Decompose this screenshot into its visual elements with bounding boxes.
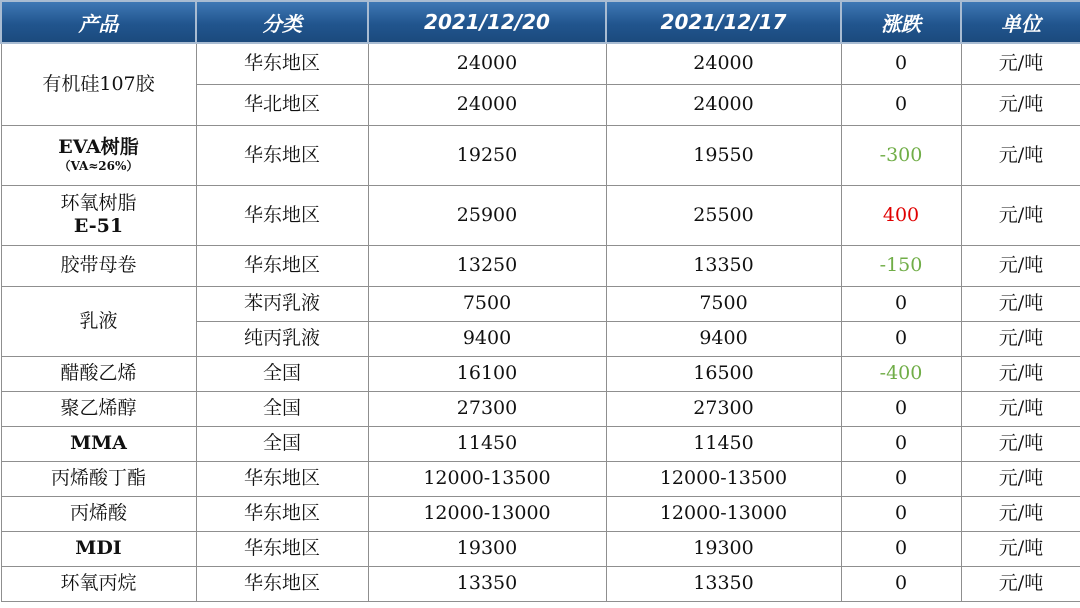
unit-cell: 元/吨 — [961, 43, 1080, 84]
price-cell: 19550 — [606, 125, 841, 185]
table-row — [1, 391, 1080, 426]
change-cell: -150 — [841, 245, 961, 286]
product-cell — [1, 125, 196, 185]
product-spec: （VA≈26%） — [58, 158, 139, 173]
product-cell: 醋酸乙烯 — [1, 356, 196, 391]
table-row — [1, 566, 1080, 601]
product-cell: 乳液 — [1, 286, 196, 356]
product-name: 环氧树脂 — [60, 192, 137, 215]
category-cell: 华东地区 — [196, 185, 368, 245]
unit-cell: 元/吨 — [961, 185, 1080, 245]
change-cell: 0 — [841, 531, 961, 566]
category-cell: 华东地区 — [196, 566, 368, 601]
price-cell: 12000-13000 — [606, 496, 841, 531]
change-cell: 0 — [841, 461, 961, 496]
category-cell: 华东地区 — [196, 125, 368, 185]
price-cell: 11450 — [368, 426, 606, 461]
change-cell: 0 — [841, 84, 961, 125]
price-cell: 24000 — [606, 43, 841, 84]
table-row — [1, 185, 1080, 245]
unit-cell: 元/吨 — [961, 245, 1080, 286]
change-cell: 0 — [841, 496, 961, 531]
unit-cell: 元/吨 — [961, 286, 1080, 321]
unit-cell: 元/吨 — [961, 566, 1080, 601]
product-spec: E-51 — [73, 215, 124, 237]
table-row — [1, 356, 1080, 391]
price-cell: 9400 — [368, 321, 606, 356]
table-row — [1, 245, 1080, 286]
category-cell: 苯丙乳液 — [196, 286, 368, 321]
product-cell: 胶带母卷 — [1, 245, 196, 286]
product-cell: 丙烯酸丁酯 — [1, 461, 196, 496]
table-row — [1, 125, 1080, 185]
price-cell: 19300 — [606, 531, 841, 566]
category-cell: 全国 — [196, 391, 368, 426]
price-cell: 12000-13500 — [368, 461, 606, 496]
header-product: 产品 — [1, 1, 196, 43]
product-cell: 丙烯酸 — [1, 496, 196, 531]
product-cell: MMA — [1, 426, 196, 461]
unit-cell: 元/吨 — [961, 84, 1080, 125]
price-cell: 19250 — [368, 125, 606, 185]
table-row — [1, 531, 1080, 566]
unit-cell: 元/吨 — [961, 125, 1080, 185]
price-cell: 16500 — [606, 356, 841, 391]
table-row — [1, 426, 1080, 461]
category-cell: 全国 — [196, 426, 368, 461]
price-cell: 13350 — [606, 245, 841, 286]
unit-cell: 元/吨 — [961, 496, 1080, 531]
change-cell: 0 — [841, 286, 961, 321]
price-cell: 27300 — [368, 391, 606, 426]
change-cell: 0 — [841, 321, 961, 356]
price-cell: 13350 — [368, 566, 606, 601]
category-cell: 纯丙乳液 — [196, 321, 368, 356]
unit-cell: 元/吨 — [961, 531, 1080, 566]
category-cell: 华东地区 — [196, 461, 368, 496]
change-cell: -400 — [841, 356, 961, 391]
table-row — [1, 461, 1080, 496]
price-cell: 7500 — [606, 286, 841, 321]
change-cell: 0 — [841, 391, 961, 426]
product-cell: MDI — [1, 531, 196, 566]
product-cell — [1, 185, 196, 245]
category-cell: 全国 — [196, 356, 368, 391]
unit-cell: 元/吨 — [961, 461, 1080, 496]
change-cell: -300 — [841, 125, 961, 185]
category-cell: 华东地区 — [196, 531, 368, 566]
header-change: 涨跌 — [841, 1, 961, 43]
header-row — [1, 1, 1080, 43]
price-cell: 25900 — [368, 185, 606, 245]
table-row — [1, 43, 1080, 84]
price-cell: 24000 — [368, 84, 606, 125]
change-cell: 0 — [841, 43, 961, 84]
price-cell: 19300 — [368, 531, 606, 566]
price-cell: 27300 — [606, 391, 841, 426]
price-cell: 16100 — [368, 356, 606, 391]
category-cell: 华东地区 — [196, 43, 368, 84]
product-cell: 聚乙烯醇 — [1, 391, 196, 426]
product-cell: 有机硅107胶 — [1, 43, 196, 125]
price-cell: 13250 — [368, 245, 606, 286]
header-category: 分类 — [196, 1, 368, 43]
unit-cell: 元/吨 — [961, 426, 1080, 461]
unit-cell: 元/吨 — [961, 356, 1080, 391]
table-row — [1, 496, 1080, 531]
unit-cell: 元/吨 — [961, 391, 1080, 426]
price-cell: 24000 — [368, 43, 606, 84]
header-date-2: 2021/12/17 — [606, 1, 841, 43]
price-cell: 24000 — [606, 84, 841, 125]
category-cell: 华东地区 — [196, 245, 368, 286]
price-cell: 9400 — [606, 321, 841, 356]
price-cell: 12000-13500 — [606, 461, 841, 496]
price-cell: 11450 — [606, 426, 841, 461]
table-row — [1, 286, 1080, 321]
category-cell: 华东地区 — [196, 496, 368, 531]
product-name: EVA树脂 — [58, 135, 139, 158]
unit-cell: 元/吨 — [961, 321, 1080, 356]
price-cell: 13350 — [606, 566, 841, 601]
price-cell: 12000-13000 — [368, 496, 606, 531]
price-cell: 7500 — [368, 286, 606, 321]
header-date-1: 2021/12/20 — [368, 1, 606, 43]
category-cell: 华北地区 — [196, 84, 368, 125]
change-cell: 400 — [841, 185, 961, 245]
change-cell: 0 — [841, 566, 961, 601]
product-cell: 环氧丙烷 — [1, 566, 196, 601]
header-unit: 单位 — [961, 1, 1080, 43]
change-cell: 0 — [841, 426, 961, 461]
price-cell: 25500 — [606, 185, 841, 245]
